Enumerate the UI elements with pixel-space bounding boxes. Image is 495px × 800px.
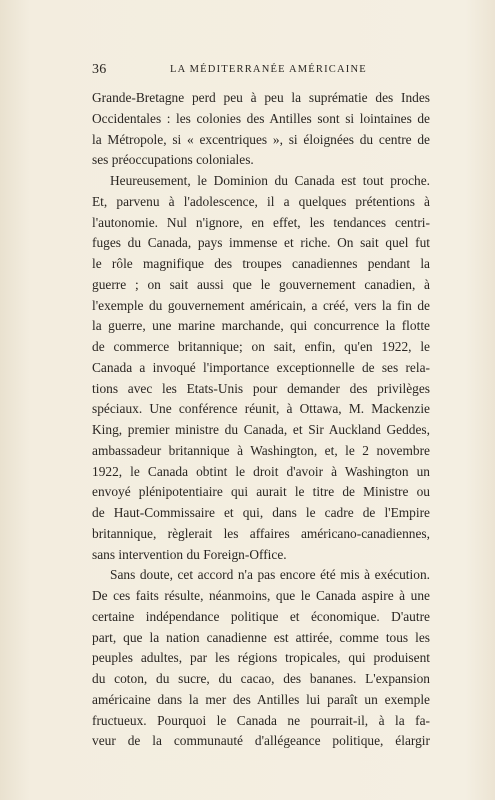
text-line: l'autonomie. Nul n'ignore, en effet, les tendances centri-: [92, 214, 430, 230]
text-line: envoyé plénipotentiaire qui aurait le titre de Ministre ou: [92, 484, 430, 500]
text-line: Heureusement, le Dominion du Canada est tout proche.: [110, 173, 430, 188]
text-line: Canada a invoqué l'importance exceptionnelle de ses rela-: [92, 359, 430, 375]
text-line: ses préoccupations coloniales.: [92, 152, 254, 168]
text-line: britannique, règlerait les affaires américano-canadiennes,: [92, 525, 430, 541]
text-line: du coton, du sucre, du cacao, des bananes. L'expansion: [92, 671, 430, 686]
text-line: certaine indépendance politique et économique. D'autre: [92, 608, 430, 624]
text-line: Grande-Bretagne perd peu à peu la suprématie des Indes: [92, 90, 430, 105]
text-line: Occidentales : les colonies des Antilles sont si lointaines de: [92, 110, 430, 126]
paragraph-3: [92, 565, 430, 752]
body-text: [92, 88, 430, 752]
paragraph-1: [92, 88, 430, 171]
text-line: la guerre, une marine marchande, qui concurrence la flotte: [92, 318, 430, 334]
text-line: Sans doute, cet accord n'a pas encore été mis à exécution.: [110, 567, 430, 583]
text-line: la Métropole, si « excentriques », si éloignées du centre de: [92, 131, 430, 147]
text-line: peuples adultes, par les régions tropicales, qui produisent: [92, 650, 430, 666]
text-line: guerre ; on sait aussi que le gouvernement canadien, à: [92, 276, 430, 292]
text-line: spéciaux. Une conférence réunit, à Ottawa, M. Mackenzie: [92, 401, 430, 417]
running-title: LA MÉDITERRANÉE AMÉRICAINE: [170, 64, 367, 75]
text-line: De ces faits résulte, néanmoins, que le Canada aspire à une: [92, 588, 430, 603]
text-line: ambassadeur britannique à Washington, et, le 2 novembre: [92, 442, 430, 458]
text-line: part, que la nation canadienne est attirée, comme tous les: [92, 629, 430, 645]
text-line: de commerce britannique; on sait, enfin, qu'en 1922, le: [92, 339, 430, 354]
text-line: sans intervention du Foreign-Office.: [92, 546, 287, 562]
page-header: [92, 62, 432, 78]
text-line: l'exemple du gouvernement américain, a créé, vers la fin de: [92, 297, 430, 313]
text-line: King, premier ministre du Canada, et Sir Auckland Geddes,: [92, 422, 430, 437]
text-line: 1922, le Canada obtint le droit d'avoir à Washington un: [92, 463, 430, 479]
paragraph-2: [92, 171, 430, 565]
text-line: fuges du Canada, pays immense et riche. On sait quel fut: [92, 235, 430, 251]
text-line: tions avec les Etats-Unis pour demander des privilèges: [92, 380, 430, 396]
text-line: le rôle magnifique des troupes canadiennes pendant la: [92, 256, 430, 271]
text-line: Et, parvenu à l'adolescence, il a quelques prétentions à: [92, 193, 430, 209]
text-line: américaine dans la mer des Antilles lui paraît un exemple: [92, 691, 430, 707]
page-number: 36: [92, 62, 107, 77]
text-line: veur de la communauté d'allégeance politique, élargir: [92, 733, 430, 749]
text-line: fructueux. Pourquoi le Canada ne pourrait-il, à la fa-: [92, 712, 430, 728]
text-line: de Haut-Commissaire et qui, dans le cadre de l'Empire: [92, 505, 430, 520]
